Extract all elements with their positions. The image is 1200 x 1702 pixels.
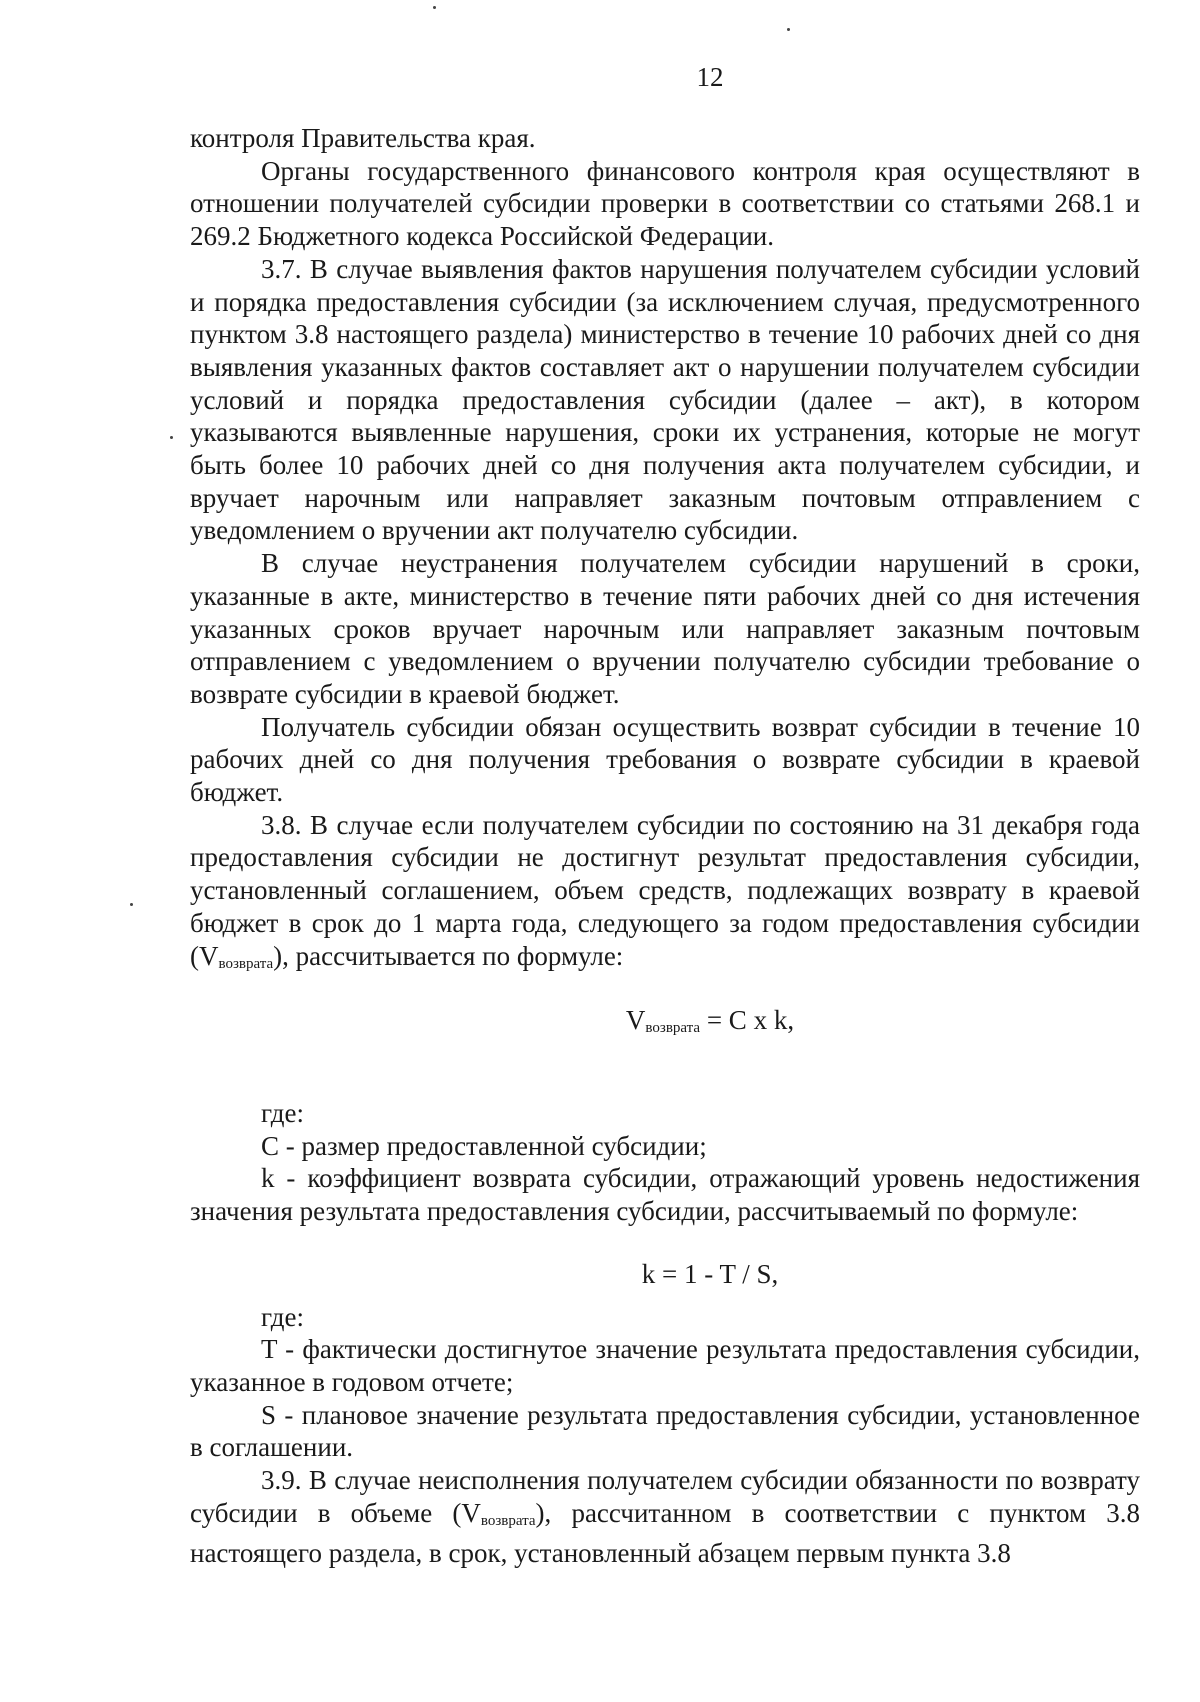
paragraph-control-bodies: Органы государственного финансового контроля края осуществляют в отношении получателей субсидии проверки в соответствии со статьями 268.1 и 269.2 Бюджетного кодекса Российской Федерации.	[190, 155, 1140, 252]
scan-speck	[170, 436, 173, 439]
formula-k: k = 1 - T / S,	[641, 1258, 779, 1289]
formula-rhs: = C x k,	[700, 1005, 795, 1036]
subscript-return: возврата	[218, 955, 274, 972]
subscript-return-2: возврата	[480, 1512, 536, 1529]
paragraph-3-9-text-end: ), рассчитанном в соответствии с пунктом 3.8 настоящего раздела, в срок, установленный абзацем первым пункта 3.8	[190, 1497, 1140, 1569]
paragraph-continuation: контроля Правительства края.	[190, 123, 536, 153]
definition-t: T - фактически достигнутое значение результата предоставления субсидии, указанное в годовом отчете;	[190, 1334, 1140, 1397]
definition-s: S - плановое значение результата предоставления субсидии, установленное в соглашении.	[190, 1399, 1140, 1463]
paragraph-3-8-text: 3.8. В случае если получателем субсидии по состоянию на 31 декабря года предоставления субсидии не достигнут результат предоставления субсидии, установленный соглашением, объем средств, подлежащих возврату в краевой бюджет в срок до 1 марта года, следующего за годом предоставления субсидии (V	[190, 809, 1140, 971]
definition-k: k - коэффициент возврата субсидии, отражающий уровень недостижения значения результата предоставления субсидии, рассчитываемый по формуле:	[190, 1163, 1140, 1227]
paragraph-3-7: 3.7. В случае выявления фактов нарушения получателем субсидии условий и порядка предоставления субсидии (за исключением случая, предусмотренного пунктом 3.8 настоящего раздела) министерство в течение 10 рабочих дней со дня выявления указанных фактов составляет акт о нарушении получателем субсидии условий и порядка предоставления субсидии (далее – акт), в котором указываются выявленные нарушения, сроки их устранения, которые не могут быть более 10 рабочих дней со дня получения акта получателем субсидии, и вручает нарочным или направляет заказным почтовым отправлением с уведомлением о вручении акт получателю субсидии.	[190, 253, 1140, 546]
paragraph-3-8	[190, 809, 1140, 981]
scan-speck	[787, 28, 790, 31]
paragraph-3-9	[190, 1464, 1140, 1570]
where-label-2: где:	[261, 1301, 304, 1332]
definition-c: C - размер предоставленной субсидии;	[261, 1130, 707, 1161]
paragraph-obligation-return: Получатель субсидии обязан осуществить возврат субсидии в течение 10 рабочих дней со дня получения требования о возврате субсидии в краевой бюджет.	[190, 711, 1140, 808]
scan-speck	[130, 903, 133, 906]
paragraph-3-8-text-end: ), рассчитывается по формуле:	[273, 940, 624, 971]
paragraph-non-elimination: В случае неустранения получателем субсидии нарушений в сроки, указанные в акте, министерство в течение пяти рабочих дней со дня истечения указанных сроков вручает нарочным или направляет заказным почтовым отправлением с уведомлением о вручении получателю субсидии требование о возврате субсидии в краевой бюджет.	[190, 548, 1140, 709]
formula-v-subscript: возврата	[645, 1020, 701, 1037]
where-label-1: где:	[261, 1097, 304, 1128]
page-number: 12	[696, 62, 724, 92]
document-page	[190, 60, 1140, 1570]
formula-v: V	[625, 1005, 646, 1036]
paragraph-3-9-text: 3.9. В случае неисполнения получателем субсидии обязанности по возврату субсидии в объеме (V	[190, 1465, 1140, 1528]
formula-return-volume	[280, 1004, 1140, 1045]
scan-speck	[433, 6, 436, 9]
